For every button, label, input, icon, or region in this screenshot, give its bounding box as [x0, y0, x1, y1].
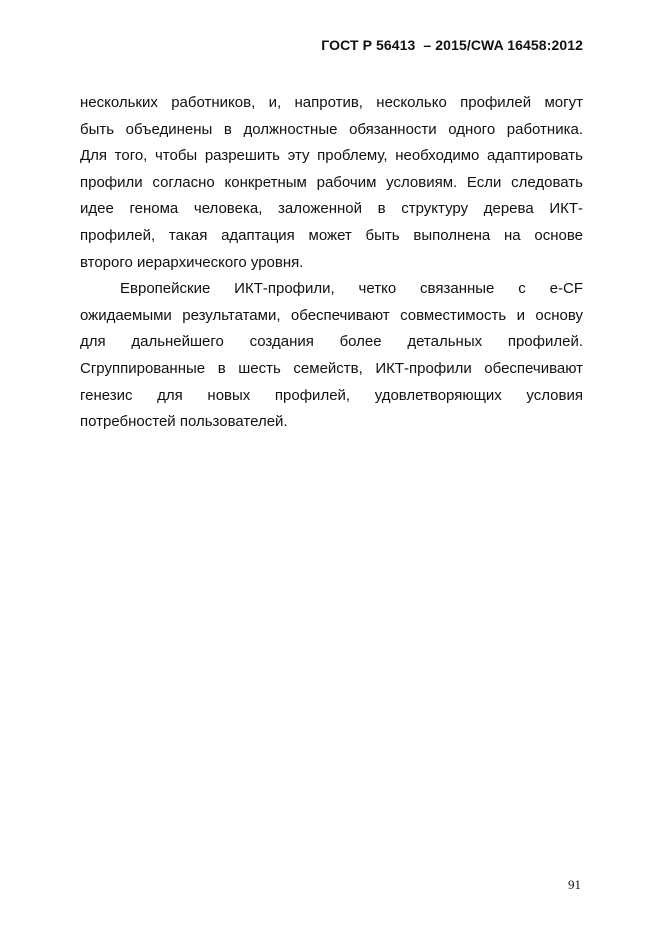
text-line: генезис для новых профилей, удовлетворяющих условия	[80, 386, 583, 404]
page-number: 91	[568, 877, 581, 892]
text-line: нескольких работников, и, напротив, несколько профилей могут	[80, 94, 583, 111]
paragraph-1	[80, 90, 583, 276]
text-line: ожидаемыми результатами, обеспечивают совместимость и основу	[80, 306, 583, 324]
paragraph-2	[80, 276, 583, 436]
text-line: второго иерархического уровня.	[80, 253, 304, 271]
text-line: профилей, такая адаптация может быть выполнена на основе	[80, 226, 583, 244]
text-line: идее генома человека, заложенной в структуру дерева ИКТ-	[80, 200, 583, 218]
text-line: Сгруппированные в шесть семейств, ИКТ-профили обеспечивают	[80, 359, 583, 377]
document-body	[80, 90, 583, 436]
text-line: быть объединены в должностные обязанности одного работника.	[80, 120, 583, 138]
text-line: профили согласно конкретным рабочим условиям. Если следовать	[80, 173, 583, 191]
text-line: для дальнейшего создания более детальных профилей.	[80, 333, 583, 351]
text-line: потребностей пользователей.	[80, 413, 288, 431]
document-header: ГОСТ Р 56413 – 2015/CWA 16458:2012	[321, 37, 583, 53]
text-line: Для того, чтобы разрешить эту проблему, необходимо адаптировать	[80, 147, 583, 165]
text-line: Европейские ИКТ-профили, четко связанные с e-CF	[120, 280, 583, 298]
